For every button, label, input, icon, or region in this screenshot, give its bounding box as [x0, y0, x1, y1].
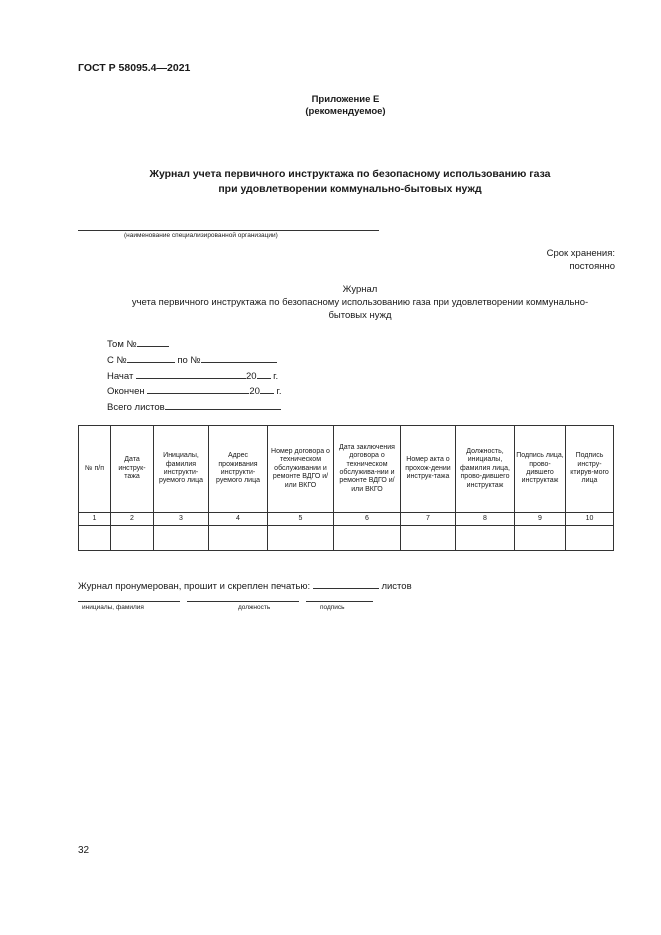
table-empty-cell [401, 526, 456, 551]
position-signature-line [187, 601, 299, 602]
table-empty-cell [334, 526, 401, 551]
table-empty-cell [79, 526, 111, 551]
total-sheets-blank [165, 400, 281, 410]
journal-title-line1: Журнал учета первичного инструктажа по безопасному использованию газа [149, 168, 551, 180]
finished-year-suffix: г. [276, 386, 282, 397]
table-header-cell: Подпись инстру-ктирув-мого лица [566, 426, 614, 513]
storage-period [547, 247, 615, 273]
storage-value: постоянно [569, 261, 615, 272]
cover-title [110, 283, 610, 322]
to-blank [201, 353, 277, 363]
sheets-label: листов [381, 581, 412, 592]
signature-caption: подпись [320, 604, 345, 611]
finished-blank [147, 384, 249, 394]
volume-label: Том № [107, 339, 137, 350]
finished-field [107, 384, 281, 397]
initials-signature-line [78, 601, 180, 602]
table-number-cell: 1 [79, 513, 111, 526]
appendix-subtitle: (рекомендуемое) [305, 106, 386, 117]
table-header-cell: Номер договора о техническом обслуживании и ремонте ВДГО и/или ВКГО [268, 426, 334, 513]
from-label: С № [107, 355, 127, 366]
table-empty-cell [154, 526, 209, 551]
cover-line2: учета первичного инструктажа по безопасному использованию газа при удовлетворении коммунально- [131, 297, 589, 308]
volume-field [107, 337, 169, 350]
position-caption: должность [238, 604, 271, 611]
storage-label: Срок хранения: [546, 248, 615, 259]
numbered-text: Журнал пронумерован, прошит и скреплен печатью: [78, 581, 311, 592]
table-empty-cell [111, 526, 154, 551]
table-header-cell: Дата инструк-тажа [111, 426, 154, 513]
table-empty-cell [268, 526, 334, 551]
signature-line [306, 601, 373, 602]
started-field [107, 369, 278, 382]
started-year-blank [257, 369, 271, 379]
table-number-cell: 7 [401, 513, 456, 526]
sheets-count-blank [313, 579, 379, 589]
table-header-cell: Должность, инициалы, фамилия лица, прово-дившего инструктаж [456, 426, 515, 513]
finished-year-blank [260, 384, 274, 394]
table-empty-cell [566, 526, 614, 551]
table-header-row [79, 426, 614, 513]
appendix-title: Приложение Е [311, 94, 380, 105]
table-header-cell: Номер акта о прохож-дении инструк-тажа [401, 426, 456, 513]
total-sheets-field [107, 400, 281, 413]
table-number-cell: 4 [209, 513, 268, 526]
page-number: 32 [78, 845, 90, 856]
table-number-cell: 8 [456, 513, 515, 526]
table-number-cell: 9 [515, 513, 566, 526]
table-header-cell: № п/п [79, 426, 111, 513]
cover-line1: Журнал [342, 284, 378, 295]
table-header-cell: Адрес проживания инструкти-руемого лица [209, 426, 268, 513]
started-year-prefix: 20 [245, 371, 257, 382]
started-label: Начат [107, 371, 134, 382]
table-number-row [79, 513, 614, 526]
standard-number: ГОСТ Р 58095.4—2021 [78, 62, 191, 74]
table-number-cell: 3 [154, 513, 209, 526]
to-label: по № [177, 355, 201, 366]
finished-year-prefix: 20 [249, 386, 260, 397]
from-blank [127, 353, 175, 363]
table-number-cell: 10 [566, 513, 614, 526]
table-header-cell: Дата заключения договора о техническом обслужива-нии и ремонте ВДГО и/или ВКГО [334, 426, 401, 513]
table-empty-row [79, 526, 614, 551]
table-header-cell: Инициалы, фамилия инструкти-руемого лица [154, 426, 209, 513]
table-empty-cell [515, 526, 566, 551]
cover-line3: бытовых нужд [328, 310, 392, 321]
volume-blank [137, 337, 169, 347]
journal-table [78, 425, 614, 551]
organization-caption: (наименование специализированной организации) [124, 232, 278, 239]
table-empty-cell [209, 526, 268, 551]
range-field [107, 353, 277, 366]
finished-label: Окончен [107, 386, 145, 397]
table-empty-cell [456, 526, 515, 551]
table-number-cell: 2 [111, 513, 154, 526]
started-year-suffix: г. [273, 371, 279, 382]
initials-caption: инициалы, фамилия [82, 604, 144, 611]
table-number-cell: 5 [268, 513, 334, 526]
total-sheets-label: Всего листов [107, 402, 165, 413]
table-number-cell: 6 [334, 513, 401, 526]
started-blank [136, 369, 246, 379]
table-header-cell: Подпись лица, прово-дившего инструктаж [515, 426, 566, 513]
journal-title [70, 167, 630, 197]
journal-title-line2: при удовлетворении коммунально-бытовых нужд [218, 183, 482, 195]
organization-line [78, 230, 379, 231]
numbered-statement [78, 579, 412, 592]
